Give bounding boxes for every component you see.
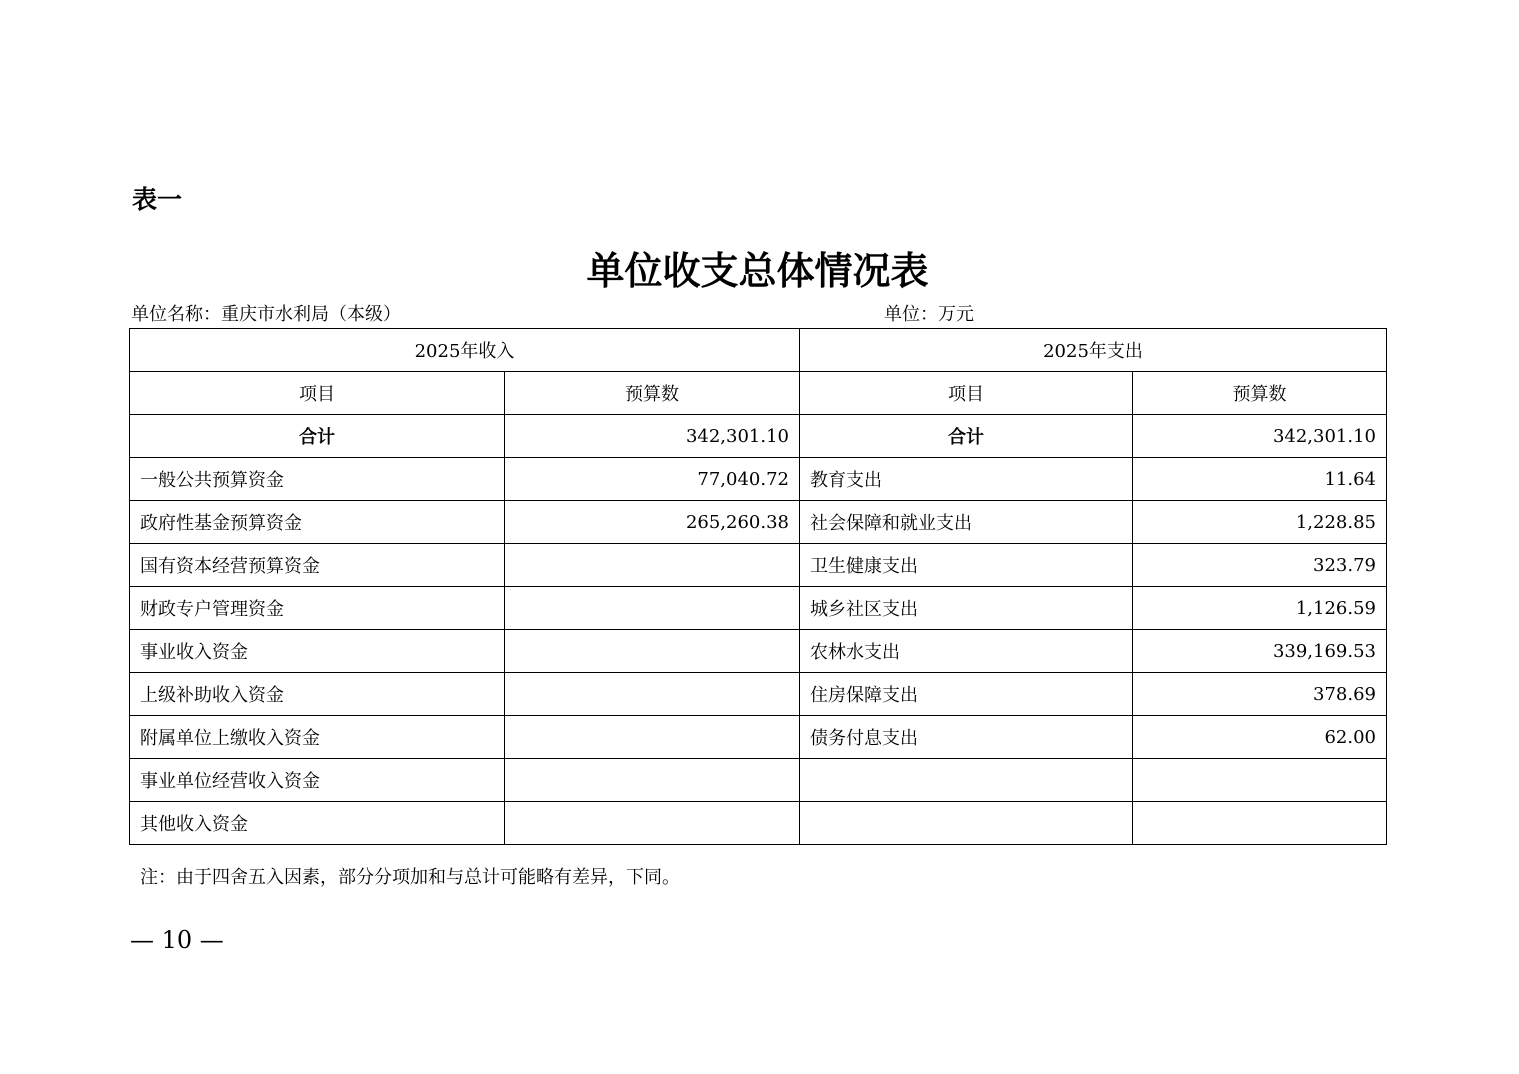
table-row: [130, 716, 1387, 759]
expense-item-cell: 城乡社区支出: [800, 587, 1133, 630]
expense-total-value: 342,301.10: [1133, 415, 1387, 458]
income-item-cell: 附属单位上缴收入资金: [130, 716, 505, 759]
income-value-cell: 77,040.72: [505, 458, 800, 501]
table-row: [130, 673, 1387, 716]
currency-unit: 单位：万元: [884, 304, 974, 325]
footnote: 注：由于四舍五入因素，部分分项加和与总计可能略有差异，下同。: [140, 867, 680, 888]
expense-value-cell: 11.64: [1133, 458, 1387, 501]
income-item-cell: 其他收入资金: [130, 802, 505, 845]
income-total-label: 合计: [130, 415, 505, 458]
income-value-cell: [505, 544, 800, 587]
income-value-cell: [505, 630, 800, 673]
income-section-header: 2025年收入: [130, 329, 800, 372]
income-value-cell: [505, 587, 800, 630]
expense-total-label: 合计: [800, 415, 1133, 458]
expense-value-cell: 323.79: [1133, 544, 1387, 587]
column-header-row: [130, 372, 1387, 415]
income-item-cell: 国有资本经营预算资金: [130, 544, 505, 587]
expense-value-cell: 62.00: [1133, 716, 1387, 759]
income-item-cell: 政府性基金预算资金: [130, 501, 505, 544]
expense-value-cell: 378.69: [1133, 673, 1387, 716]
expense-item-cell: 社会保障和就业支出: [800, 501, 1133, 544]
expense-value-cell: [1133, 759, 1387, 802]
income-item-cell: 事业收入资金: [130, 630, 505, 673]
income-item-header: 项目: [130, 372, 505, 415]
expense-item-cell: 债务付息支出: [800, 716, 1133, 759]
table-row: [130, 587, 1387, 630]
table-row: [130, 501, 1387, 544]
income-value-cell: [505, 759, 800, 802]
table-row: [130, 630, 1387, 673]
expense-value-cell: 339,169.53: [1133, 630, 1387, 673]
expense-item-cell: [800, 802, 1133, 845]
income-value-cell: [505, 716, 800, 759]
income-item-cell: 上级补助收入资金: [130, 673, 505, 716]
income-value-cell: [505, 802, 800, 845]
expense-value-cell: 1,228.85: [1133, 501, 1387, 544]
table-row: [130, 458, 1387, 501]
expense-section-header: 2025年支出: [800, 329, 1387, 372]
income-item-cell: 财政专户管理资金: [130, 587, 505, 630]
table-row: [130, 802, 1387, 845]
income-total-value: 342,301.10: [505, 415, 800, 458]
total-row: [130, 415, 1387, 458]
income-value-cell: [505, 673, 800, 716]
expense-item-cell: [800, 759, 1133, 802]
page-number: — 10 —: [130, 926, 224, 954]
expense-item-cell: 农林水支出: [800, 630, 1133, 673]
unit-name: 单位名称：重庆市水利局（本级）: [131, 304, 401, 325]
expense-item-header: 项目: [800, 372, 1133, 415]
document-title: 单位收支总体情况表: [586, 249, 929, 293]
income-value-cell: 265,260.38: [505, 501, 800, 544]
expense-value-cell: 1,126.59: [1133, 587, 1387, 630]
expense-item-cell: 住房保障支出: [800, 673, 1133, 716]
table-label: 表一: [132, 185, 183, 214]
expense-item-cell: 教育支出: [800, 458, 1133, 501]
income-item-cell: 事业单位经营收入资金: [130, 759, 505, 802]
expense-budget-header: 预算数: [1133, 372, 1387, 415]
expense-value-cell: [1133, 802, 1387, 845]
income-item-cell: 一般公共预算资金: [130, 458, 505, 501]
expense-item-cell: 卫生健康支出: [800, 544, 1133, 587]
income-budget-header: 预算数: [505, 372, 800, 415]
table-row: [130, 759, 1387, 802]
section-header-row: [130, 329, 1387, 372]
table-row: [130, 544, 1387, 587]
budget-table: [129, 328, 1387, 845]
